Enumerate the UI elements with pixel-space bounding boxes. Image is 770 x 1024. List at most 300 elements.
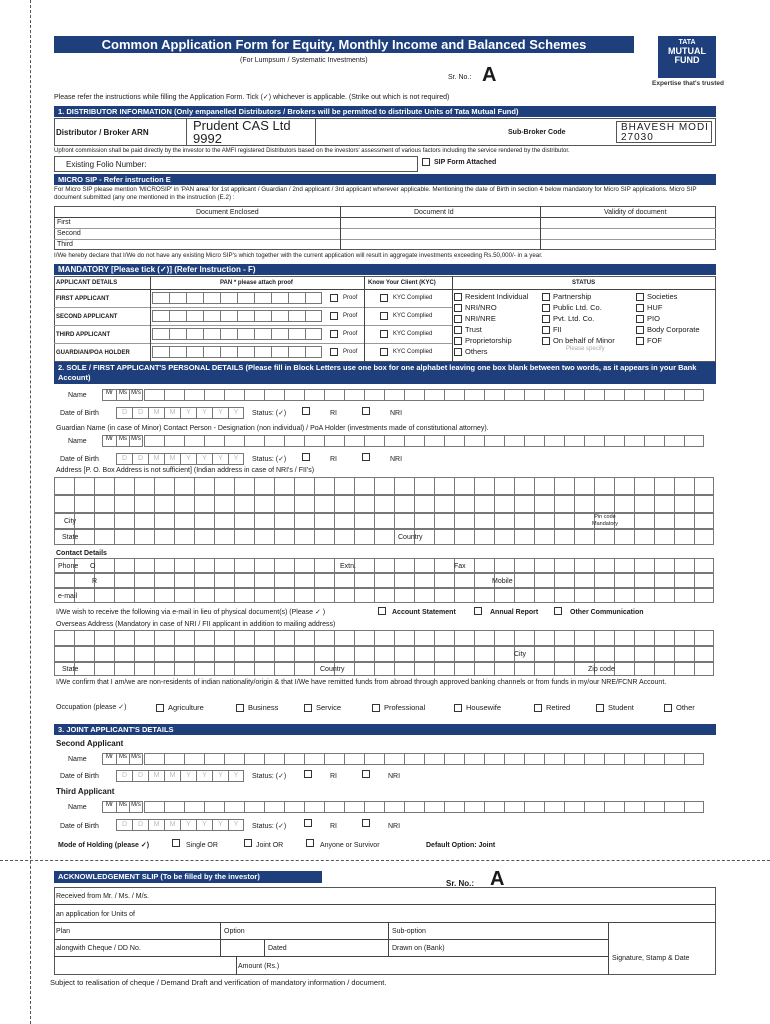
input-cell[interactable]	[414, 662, 434, 676]
input-cell[interactable]	[574, 630, 594, 646]
input-cell[interactable]	[114, 477, 134, 495]
input-cell[interactable]	[424, 801, 444, 813]
other-comm-checkbox[interactable]	[554, 607, 562, 615]
input-cell[interactable]	[54, 477, 74, 495]
input-cell[interactable]	[424, 435, 444, 447]
input-cell[interactable]	[414, 588, 434, 603]
input-cell[interactable]	[404, 389, 424, 401]
pan-cell[interactable]	[271, 328, 288, 340]
input-cell[interactable]	[274, 662, 294, 676]
status-option[interactable]	[636, 335, 700, 346]
input-cell[interactable]	[694, 529, 714, 545]
input-cell[interactable]	[424, 753, 444, 765]
input-cell[interactable]	[54, 495, 74, 513]
input-cell[interactable]	[694, 646, 714, 662]
input-cell[interactable]	[474, 630, 494, 646]
status-checkbox[interactable]	[454, 326, 462, 334]
input-cell[interactable]	[634, 646, 654, 662]
input-cell[interactable]	[564, 435, 584, 447]
input-cell[interactable]	[634, 588, 654, 603]
ms-cell[interactable]: Ms	[116, 801, 129, 813]
input-cell[interactable]	[464, 801, 484, 813]
input-cell[interactable]	[674, 495, 694, 513]
input-cell[interactable]	[544, 389, 564, 401]
status-checkbox[interactable]	[542, 326, 550, 334]
input-cell[interactable]	[304, 801, 324, 813]
occupation-checkbox[interactable]	[304, 704, 312, 712]
input-cell[interactable]	[264, 753, 284, 765]
input-cell[interactable]	[244, 753, 264, 765]
input-cell[interactable]	[74, 495, 94, 513]
input-cell[interactable]	[394, 513, 414, 529]
input-cell[interactable]	[334, 573, 354, 588]
input-cell[interactable]	[234, 477, 254, 495]
input-cell[interactable]	[294, 662, 314, 676]
pan-cell[interactable]	[186, 292, 203, 304]
pan-cell[interactable]	[288, 292, 305, 304]
input-cell[interactable]	[644, 801, 664, 813]
status-option[interactable]	[542, 324, 615, 335]
input-cell[interactable]	[474, 477, 494, 495]
input-cell[interactable]	[214, 558, 234, 573]
input-cell[interactable]	[654, 630, 674, 646]
dob-cell[interactable]: M	[148, 819, 164, 831]
dob-cell[interactable]: D	[132, 407, 148, 419]
input-cell[interactable]	[204, 801, 224, 813]
input-cell[interactable]	[74, 646, 94, 662]
input-cell[interactable]	[134, 477, 154, 495]
input-cell[interactable]	[594, 588, 614, 603]
input-cell[interactable]	[674, 513, 694, 529]
acct-stmt-checkbox[interactable]	[378, 607, 386, 615]
input-cell[interactable]	[164, 753, 184, 765]
input-cell[interactable]	[294, 573, 314, 588]
dob-cell[interactable]: D	[132, 770, 148, 782]
input-cell[interactable]	[254, 495, 274, 513]
input-cell[interactable]	[154, 630, 174, 646]
input-cell[interactable]	[354, 477, 374, 495]
pan-cell[interactable]	[305, 292, 322, 304]
input-cell[interactable]	[334, 477, 354, 495]
input-cell[interactable]	[174, 630, 194, 646]
input-cell[interactable]	[684, 389, 704, 401]
input-cell[interactable]	[654, 573, 674, 588]
input-cell[interactable]	[414, 558, 434, 573]
input-cell[interactable]	[134, 558, 154, 573]
input-cell[interactable]	[554, 529, 574, 545]
input-cell[interactable]	[514, 662, 534, 676]
input-cell[interactable]	[304, 435, 324, 447]
input-cell[interactable]	[294, 513, 314, 529]
input-cell[interactable]	[394, 558, 414, 573]
pan-cell[interactable]	[220, 310, 237, 322]
occupation-checkbox[interactable]	[664, 704, 672, 712]
status-checkbox[interactable]	[636, 304, 644, 312]
input-cell[interactable]	[174, 662, 194, 676]
input-cell[interactable]	[634, 477, 654, 495]
input-cell[interactable]	[354, 558, 374, 573]
input-cell[interactable]	[174, 558, 194, 573]
dob-cell[interactable]: D	[132, 819, 148, 831]
input-cell[interactable]	[144, 801, 164, 813]
input-cell[interactable]	[94, 588, 114, 603]
input-cell[interactable]	[314, 495, 334, 513]
input-cell[interactable]	[214, 630, 234, 646]
input-cell[interactable]	[334, 513, 354, 529]
input-cell[interactable]	[464, 753, 484, 765]
guardian-name-cells[interactable]	[144, 435, 704, 447]
pan-cell[interactable]	[152, 328, 169, 340]
input-cell[interactable]	[194, 529, 214, 545]
input-cell[interactable]	[134, 495, 154, 513]
input-cell[interactable]	[674, 477, 694, 495]
input-cell[interactable]	[234, 573, 254, 588]
input-cell[interactable]	[584, 435, 604, 447]
input-cell[interactable]	[394, 573, 414, 588]
input-cell[interactable]	[594, 558, 614, 573]
input-cell[interactable]	[74, 573, 94, 588]
overseas-row-2[interactable]	[54, 646, 714, 662]
input-cell[interactable]	[614, 558, 634, 573]
input-cell[interactable]	[214, 477, 234, 495]
input-cell[interactable]	[684, 753, 704, 765]
status-option[interactable]	[636, 302, 700, 313]
input-cell[interactable]	[404, 435, 424, 447]
dob-cell[interactable]: Y	[228, 407, 244, 419]
input-cell[interactable]	[574, 558, 594, 573]
input-cell[interactable]	[494, 558, 514, 573]
pan-cell[interactable]	[271, 346, 288, 358]
status-checkbox[interactable]	[542, 293, 550, 301]
dob-cell[interactable]: Y	[196, 407, 212, 419]
pan-cell[interactable]	[169, 292, 186, 304]
pan-cell[interactable]	[237, 310, 254, 322]
input-cell[interactable]	[644, 389, 664, 401]
anyone-checkbox[interactable]	[306, 839, 314, 847]
pan-proof-checkbox[interactable]	[330, 294, 338, 302]
input-cell[interactable]	[694, 495, 714, 513]
input-cell[interactable]	[194, 513, 214, 529]
input-cell[interactable]	[454, 662, 474, 676]
input-cell[interactable]	[374, 646, 394, 662]
dob-cell[interactable]: Y	[196, 819, 212, 831]
address-row-2[interactable]	[54, 495, 714, 513]
status-option[interactable]	[454, 335, 528, 346]
input-cell[interactable]	[294, 477, 314, 495]
input-cell[interactable]	[554, 558, 574, 573]
input-cell[interactable]	[454, 630, 474, 646]
input-cell[interactable]	[554, 646, 574, 662]
third-name-cells[interactable]	[144, 801, 704, 813]
second-dob-cells[interactable]	[116, 770, 244, 782]
input-cell[interactable]	[214, 513, 234, 529]
input-cell[interactable]	[454, 495, 474, 513]
input-cell[interactable]	[494, 646, 514, 662]
input-cell[interactable]	[674, 588, 694, 603]
input-cell[interactable]	[454, 646, 474, 662]
input-cell[interactable]	[274, 495, 294, 513]
input-cell[interactable]	[204, 753, 224, 765]
input-cell[interactable]	[454, 513, 474, 529]
input-cell[interactable]	[94, 646, 114, 662]
input-cell[interactable]	[314, 558, 334, 573]
input-cell[interactable]	[614, 646, 634, 662]
input-cell[interactable]	[304, 389, 324, 401]
dob-cell[interactable]: M	[164, 407, 180, 419]
input-cell[interactable]	[324, 389, 344, 401]
input-cell[interactable]	[434, 529, 454, 545]
input-cell[interactable]	[374, 662, 394, 676]
input-cell[interactable]	[574, 573, 594, 588]
input-cell[interactable]	[684, 435, 704, 447]
input-cell[interactable]	[454, 529, 474, 545]
input-cell[interactable]	[214, 646, 234, 662]
ri-checkbox[interactable]	[302, 407, 310, 415]
single-checkbox[interactable]	[172, 839, 180, 847]
dob-cell[interactable]: Y	[196, 453, 212, 465]
input-cell[interactable]	[444, 801, 464, 813]
input-cell[interactable]	[614, 630, 634, 646]
input-cell[interactable]	[264, 435, 284, 447]
pan-cell[interactable]	[203, 310, 220, 322]
pan-cell[interactable]	[152, 346, 169, 358]
input-cell[interactable]	[324, 753, 344, 765]
input-cell[interactable]	[354, 513, 374, 529]
input-cell[interactable]	[134, 573, 154, 588]
pan-cell[interactable]	[305, 346, 322, 358]
input-cell[interactable]	[634, 662, 654, 676]
dob-cell[interactable]: M	[148, 407, 164, 419]
input-cell[interactable]	[624, 435, 644, 447]
status-checkbox[interactable]	[542, 337, 550, 345]
input-cell[interactable]	[514, 573, 534, 588]
pan-cells[interactable]	[152, 346, 322, 358]
arn-field[interactable]	[186, 118, 316, 146]
input-cell[interactable]	[594, 495, 614, 513]
input-cell[interactable]	[494, 513, 514, 529]
input-cell[interactable]	[274, 529, 294, 545]
input-cell[interactable]	[74, 477, 94, 495]
input-cell[interactable]	[654, 495, 674, 513]
input-cell[interactable]	[544, 801, 564, 813]
input-cell[interactable]	[514, 495, 534, 513]
status-checkbox[interactable]	[454, 348, 462, 356]
input-cell[interactable]	[234, 630, 254, 646]
input-cell[interactable]	[74, 513, 94, 529]
input-cell[interactable]	[114, 646, 134, 662]
input-cell[interactable]	[474, 513, 494, 529]
nri-checkbox[interactable]	[362, 407, 370, 415]
input-cell[interactable]	[254, 558, 274, 573]
input-cell[interactable]	[674, 573, 694, 588]
name-cells[interactable]	[144, 389, 704, 401]
input-cell[interactable]	[514, 588, 534, 603]
phone-row-1[interactable]	[54, 558, 714, 573]
input-cell[interactable]	[654, 662, 674, 676]
input-cell[interactable]	[534, 630, 554, 646]
input-cell[interactable]	[174, 477, 194, 495]
input-cell[interactable]	[214, 529, 234, 545]
input-cell[interactable]	[254, 477, 274, 495]
input-cell[interactable]	[274, 477, 294, 495]
input-cell[interactable]	[494, 477, 514, 495]
status-option[interactable]	[636, 324, 700, 335]
input-cell[interactable]	[234, 662, 254, 676]
input-cell[interactable]	[294, 558, 314, 573]
input-cell[interactable]	[604, 753, 624, 765]
input-cell[interactable]	[674, 630, 694, 646]
input-cell[interactable]	[234, 495, 254, 513]
input-cell[interactable]	[274, 630, 294, 646]
dob-cell[interactable]: D	[116, 770, 132, 782]
pan-cell[interactable]	[237, 328, 254, 340]
input-cell[interactable]	[314, 588, 334, 603]
address-row-1[interactable]	[54, 477, 714, 495]
input-cell[interactable]	[394, 495, 414, 513]
dob-cell[interactable]: Y	[212, 819, 228, 831]
pan-cells[interactable]	[152, 292, 322, 304]
pan-cells[interactable]	[152, 310, 322, 322]
input-cell[interactable]	[314, 529, 334, 545]
input-cell[interactable]	[554, 630, 574, 646]
pan-cell[interactable]	[254, 310, 271, 322]
input-cell[interactable]	[494, 495, 514, 513]
input-cell[interactable]	[364, 435, 384, 447]
input-cell[interactable]	[414, 630, 434, 646]
input-cell[interactable]	[674, 529, 694, 545]
input-cell[interactable]	[154, 513, 174, 529]
input-cell[interactable]	[164, 435, 184, 447]
status-checkbox[interactable]	[636, 326, 644, 334]
input-cell[interactable]	[174, 573, 194, 588]
input-cell[interactable]	[114, 529, 134, 545]
input-cell[interactable]	[254, 513, 274, 529]
input-cell[interactable]	[444, 389, 464, 401]
input-cell[interactable]	[344, 389, 364, 401]
input-cell[interactable]	[534, 646, 554, 662]
input-cell[interactable]	[634, 495, 654, 513]
second-title-cells[interactable]	[102, 753, 143, 765]
pan-cell[interactable]	[271, 310, 288, 322]
email-row-1[interactable]	[54, 588, 714, 603]
input-cell[interactable]	[324, 801, 344, 813]
input-cell[interactable]	[284, 389, 304, 401]
status-option[interactable]	[636, 313, 700, 324]
input-cell[interactable]	[494, 630, 514, 646]
input-cell[interactable]	[554, 513, 574, 529]
input-cell[interactable]	[474, 573, 494, 588]
input-cell[interactable]	[514, 558, 534, 573]
pan-proof-checkbox[interactable]	[330, 330, 338, 338]
input-cell[interactable]	[694, 573, 714, 588]
dob-cell[interactable]: Y	[180, 770, 196, 782]
input-cell[interactable]	[634, 513, 654, 529]
kyc-checkbox[interactable]	[380, 294, 388, 302]
input-cell[interactable]	[584, 389, 604, 401]
dob-cell[interactable]: Y	[228, 453, 244, 465]
dob-cells[interactable]	[116, 407, 244, 419]
input-cell[interactable]	[254, 646, 274, 662]
input-cell[interactable]	[254, 588, 274, 603]
occupation-checkbox[interactable]	[236, 704, 244, 712]
pan-cell[interactable]	[152, 310, 169, 322]
status-checkbox[interactable]	[454, 315, 462, 323]
input-cell[interactable]	[94, 630, 114, 646]
input-cell[interactable]	[294, 588, 314, 603]
input-cell[interactable]	[354, 573, 374, 588]
input-cell[interactable]	[194, 630, 214, 646]
input-cell[interactable]	[584, 753, 604, 765]
dob-cell[interactable]: M	[148, 453, 164, 465]
input-cell[interactable]	[154, 495, 174, 513]
input-cell[interactable]	[224, 801, 244, 813]
pan-proof-checkbox[interactable]	[330, 348, 338, 356]
annual-checkbox[interactable]	[474, 607, 482, 615]
input-cell[interactable]	[94, 662, 114, 676]
input-cell[interactable]	[294, 646, 314, 662]
occupation-checkbox[interactable]	[534, 704, 542, 712]
kyc-checkbox[interactable]	[380, 330, 388, 338]
input-cell[interactable]	[114, 558, 134, 573]
dob-cell[interactable]: D	[116, 407, 132, 419]
dob-cell[interactable]: Y	[212, 453, 228, 465]
input-cell[interactable]	[114, 630, 134, 646]
input-cell[interactable]	[384, 389, 404, 401]
pan-cells[interactable]	[152, 328, 322, 340]
pan-cell[interactable]	[186, 346, 203, 358]
input-cell[interactable]	[214, 573, 234, 588]
input-cell[interactable]	[464, 389, 484, 401]
pan-cell[interactable]	[220, 346, 237, 358]
input-cell[interactable]	[334, 630, 354, 646]
input-cell[interactable]	[154, 558, 174, 573]
input-cell[interactable]	[594, 477, 614, 495]
status-option[interactable]	[542, 302, 615, 313]
pan-cell[interactable]	[169, 328, 186, 340]
input-cell[interactable]	[434, 477, 454, 495]
input-cell[interactable]	[94, 513, 114, 529]
mrs-cell[interactable]: M/s	[129, 389, 143, 401]
status-checkbox[interactable]	[636, 337, 644, 345]
input-cell[interactable]	[174, 646, 194, 662]
input-cell[interactable]	[414, 573, 434, 588]
input-cell[interactable]	[664, 753, 684, 765]
input-cell[interactable]	[544, 753, 564, 765]
input-cell[interactable]	[554, 662, 574, 676]
input-cell[interactable]	[494, 529, 514, 545]
input-cell[interactable]	[234, 646, 254, 662]
pan-cell[interactable]	[271, 292, 288, 304]
input-cell[interactable]	[184, 389, 204, 401]
input-cell[interactable]	[454, 588, 474, 603]
input-cell[interactable]	[274, 513, 294, 529]
input-cell[interactable]	[514, 513, 534, 529]
input-cell[interactable]	[244, 801, 264, 813]
dob-cell[interactable]: Y	[212, 770, 228, 782]
input-cell[interactable]	[134, 646, 154, 662]
input-cell[interactable]	[334, 646, 354, 662]
dob-cell[interactable]: M	[164, 770, 180, 782]
input-cell[interactable]	[114, 513, 134, 529]
input-cell[interactable]	[54, 646, 74, 662]
input-cell[interactable]	[604, 389, 624, 401]
status-option[interactable]	[636, 291, 700, 302]
input-cell[interactable]	[624, 801, 644, 813]
input-cell[interactable]	[534, 573, 554, 588]
dob-cell[interactable]: Y	[228, 770, 244, 782]
pan-cell[interactable]	[305, 328, 322, 340]
input-cell[interactable]	[484, 389, 504, 401]
